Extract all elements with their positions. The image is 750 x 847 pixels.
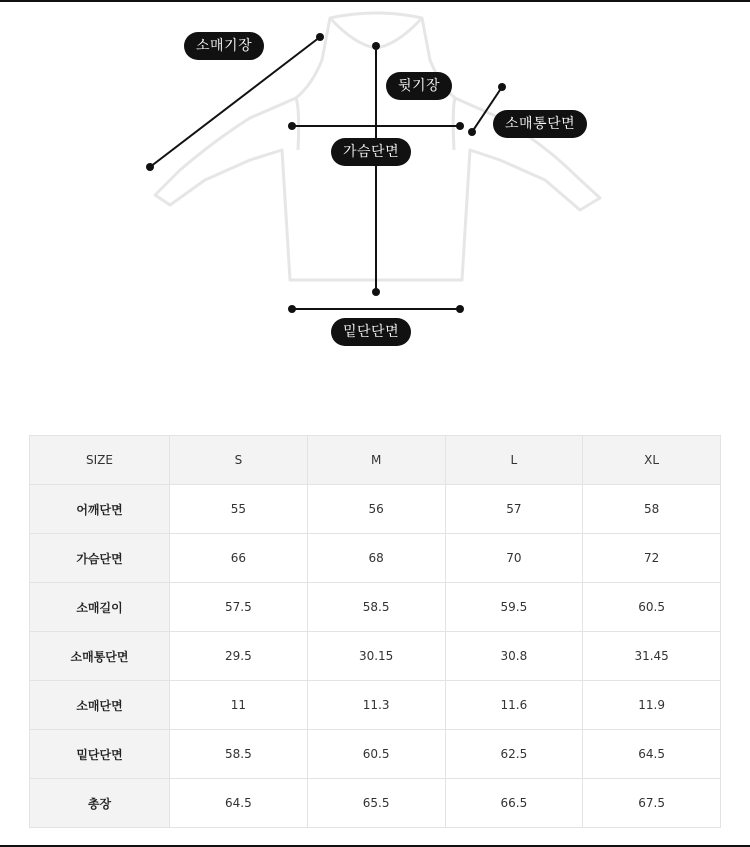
cell: 59.5	[445, 583, 583, 632]
header-s: S	[170, 436, 308, 485]
row-label: 소매길이	[30, 583, 170, 632]
row-label: 소매단면	[30, 681, 170, 730]
cell: 57.5	[170, 583, 308, 632]
back-length-dot-top	[372, 42, 380, 50]
cell: 72	[583, 534, 721, 583]
hem-width-dot-left	[288, 305, 296, 313]
cell: 64.5	[583, 730, 721, 779]
cell: 57	[445, 485, 583, 534]
row-label: 어깨단면	[30, 485, 170, 534]
cell: 58.5	[170, 730, 308, 779]
cell: 29.5	[170, 632, 308, 681]
table-row	[30, 583, 721, 632]
sleeve-length-dot-top	[316, 33, 324, 41]
cell: 66	[170, 534, 308, 583]
cell: 11.9	[583, 681, 721, 730]
row-label: 총장	[30, 779, 170, 828]
cell: 11	[170, 681, 308, 730]
label-sleeve-width: 소매통단면	[493, 110, 587, 138]
size-table	[29, 435, 721, 828]
cell: 65.5	[307, 779, 445, 828]
sleeve-length-dot-bottom	[146, 163, 154, 171]
cell: 58.5	[307, 583, 445, 632]
table-row	[30, 779, 721, 828]
cell: 56	[307, 485, 445, 534]
row-label: 가슴단면	[30, 534, 170, 583]
label-chest-width: 가슴단면	[331, 138, 411, 166]
chest-width-dot-right	[456, 122, 464, 130]
table-row	[30, 632, 721, 681]
cell: 64.5	[170, 779, 308, 828]
cell: 60.5	[307, 730, 445, 779]
cell: 70	[445, 534, 583, 583]
cell: 68	[307, 534, 445, 583]
header-m: M	[307, 436, 445, 485]
cell: 60.5	[583, 583, 721, 632]
table-row	[30, 681, 721, 730]
cell: 58	[583, 485, 721, 534]
cell: 11.6	[445, 681, 583, 730]
cell: 67.5	[583, 779, 721, 828]
label-sleeve-length: 소매기장	[184, 32, 264, 60]
back-length-dot-bottom	[372, 288, 380, 296]
label-back-length: 뒷기장	[386, 72, 452, 100]
cell: 30.8	[445, 632, 583, 681]
row-label: 밑단단면	[30, 730, 170, 779]
table-row	[30, 534, 721, 583]
header-size: SIZE	[30, 436, 170, 485]
cell: 11.3	[307, 681, 445, 730]
sleeve-width-dot-top	[498, 83, 506, 91]
table-row	[30, 730, 721, 779]
header-l: L	[445, 436, 583, 485]
cell: 55	[170, 485, 308, 534]
label-hem-width: 밑단단면	[331, 318, 411, 346]
header-xl: XL	[583, 436, 721, 485]
cell: 62.5	[445, 730, 583, 779]
cell: 30.15	[307, 632, 445, 681]
table-header-row	[30, 436, 721, 485]
cell: 31.45	[583, 632, 721, 681]
row-label: 소매통단면	[30, 632, 170, 681]
chest-width-dot-left	[288, 122, 296, 130]
sleeve-width-dot-bottom	[468, 128, 476, 136]
table-row	[30, 485, 721, 534]
cell: 66.5	[445, 779, 583, 828]
hem-width-dot-right	[456, 305, 464, 313]
